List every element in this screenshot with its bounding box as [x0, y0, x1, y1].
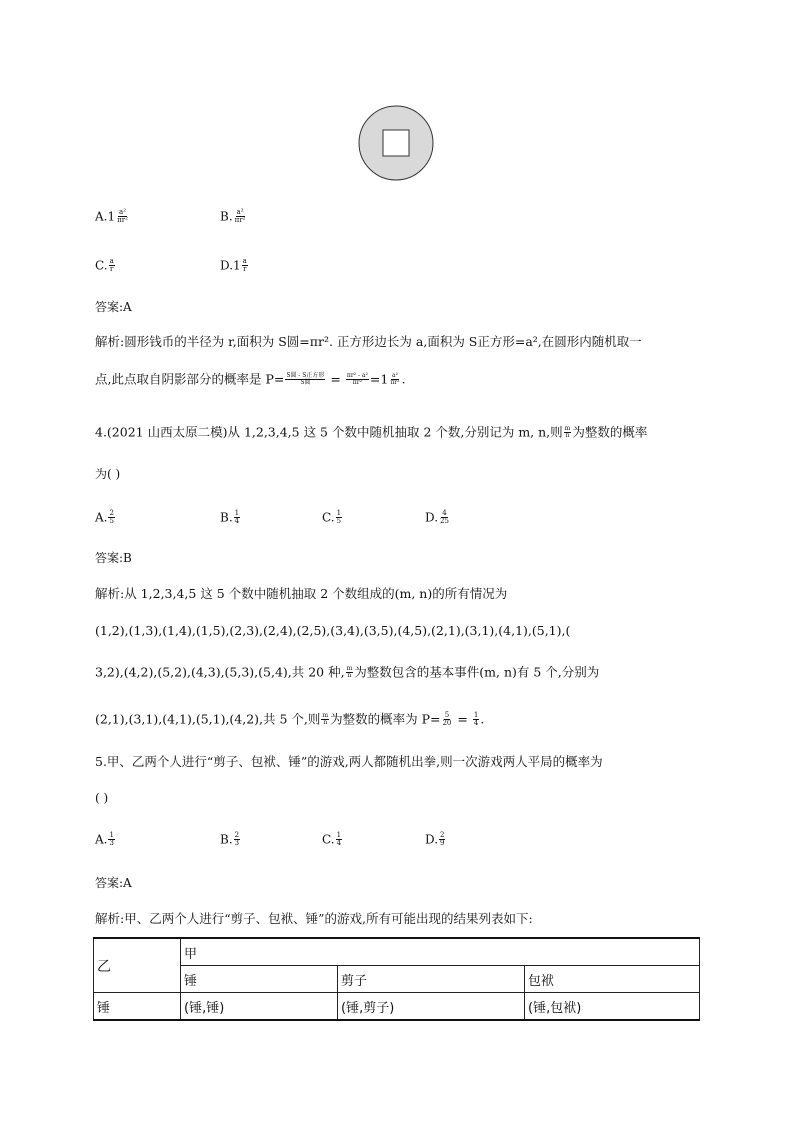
- q5-answer: 答案:A: [95, 876, 132, 890]
- q5-stem-line2: ( ): [95, 791, 109, 805]
- table-cell: (锤,包袱): [525, 993, 700, 1021]
- fraction: $\frac{2}{3}$: [234, 831, 240, 848]
- fraction: $\frac{m}{n}$: [564, 425, 571, 440]
- table-cell: (锤,剪子): [338, 993, 525, 1021]
- result-table: [93, 937, 700, 1021]
- q5-option-c: C. $\frac{1}{4}$: [322, 831, 342, 848]
- q4-stem-line2: 为( ): [95, 467, 121, 481]
- coin-figure: [357, 104, 437, 184]
- fraction: $\frac{\text{a²}}{\text{πr²}}$: [234, 208, 246, 225]
- q3-analysis-line1: 解析:圆形钱币的半径为 r,面积为 S圆=πr². 正方形边长为 a,面积为 S正方形=a²,在圆形内随机取一: [95, 334, 642, 349]
- q5-option-d: D. $\frac{2}{9}$: [425, 831, 445, 848]
- q3-option-a: A.1 $\frac{\text{a²}}{\text{πr²}}$: [95, 208, 128, 225]
- table-corner-cell: 乙: [94, 938, 181, 993]
- fraction: $\frac{\text{S圆 - S正方形}}{\text{S圆}}$: [286, 372, 325, 387]
- table-col-header: 锤: [181, 966, 338, 993]
- table-col-header: 包袱: [525, 966, 700, 993]
- q3-option-c: C. $\frac{a}{r}$: [95, 257, 114, 274]
- fraction: $\frac{1}{3}$: [109, 831, 114, 848]
- fraction: $\frac{1}{4}$: [234, 509, 240, 526]
- table-cell: (锤,锤): [181, 993, 338, 1021]
- q4-option-c: C. $\frac{1}{5}$: [322, 509, 342, 526]
- q5-option-a: A. $\frac{1}{3}$: [95, 831, 114, 848]
- q3-answer: 答案:A: [95, 300, 132, 314]
- fraction: $\frac{5}{20}$: [442, 711, 452, 728]
- q4-option-b: B. $\frac{1}{4}$: [220, 509, 240, 526]
- table-col-header: 剪子: [338, 966, 525, 993]
- q3-option-d: D.1 $\frac{a}{r}$: [220, 257, 247, 274]
- table-row: [94, 993, 700, 1021]
- q3-analysis-line2: 点,此点取自阴影部分的概率是 P= $\frac{\text{S圆 - S正方形}}{\text{S圆}}$ = $\frac{\text{πr² - a²}}{\text{πr²}}$ =1 $\frac{\text{a²}}{\text{πr²}}$ .: [95, 371, 406, 387]
- fraction: $\frac{4}{25}$: [440, 509, 449, 526]
- q4-option-a: A. $\frac{2}{5}$: [95, 509, 114, 526]
- fraction: $\frac{\text{a²}}{\text{πr²}}$: [117, 208, 128, 225]
- q4-option-d: D. $\frac{4}{25}$: [425, 509, 449, 526]
- table-row: [94, 938, 700, 966]
- fraction: $\frac{m}{n}$: [322, 712, 329, 727]
- q4-answer: 答案:B: [95, 551, 132, 565]
- q5-stem-line1: 5.甲、乙两个人进行“剪子、包袱、锤”的游戏,两人都随机出拳,则一次游戏两人平局的概率为: [95, 754, 603, 769]
- table-row-label: 锤: [94, 993, 181, 1021]
- q4-analysis-line4: (2,1),(3,1),(4,1),(5,1),(4,2),共 5 个,则 $\frac{m}{n}$ 为整数的概率为 P= $\frac{5}{20}$ = $\frac{1}{4}$ .: [95, 711, 485, 728]
- fraction: $\frac{a}{r}$: [242, 257, 247, 274]
- fraction: $\frac{m}{n}$: [346, 665, 353, 680]
- fraction: $\frac{1}{5}$: [336, 509, 342, 526]
- q5-analysis-line1: 解析:甲、乙两个人进行“剪子、包袱、锤”的游戏,所有可能出现的结果列表如下:: [95, 911, 533, 926]
- fraction: $\frac{\text{πr² - a²}}{\text{πr²}}$: [346, 372, 368, 387]
- q4-analysis-line2: (1,2),(1,3),(1,4),(1,5),(2,3),(2,4),(2,5),(3,4),(3,5),(4,5),(2,1),(3,1),(4,1),(5,1),(: [95, 623, 571, 638]
- q3-option-b: B. $\frac{\text{a²}}{\text{πr²}}$: [220, 208, 246, 225]
- fraction: $\frac{2}{9}$: [440, 831, 445, 848]
- q4-analysis-line3: 3,2),(4,2),(5,2),(4,3),(5,3),(5,4),共 20 种, $\frac{m}{n}$ 为整数包含的基本事件(m, n)有 5 个,分别为: [95, 664, 600, 680]
- fraction: $\frac{2}{5}$: [109, 509, 114, 526]
- q4-stem-line1: 4.(2021 山西太原二模)从 1,2,3,4,5 这 5 个数中随机抽取 2 个数,分别记为 m, n,则 $\frac{m}{n}$ 为整数的概率: [95, 424, 648, 440]
- coin-square-hole: [383, 130, 409, 156]
- fraction: $\frac{1}{4}$: [473, 711, 479, 728]
- q5-option-b: B. $\frac{2}{3}$: [220, 831, 240, 848]
- table-row: [94, 966, 700, 993]
- table-top-header: 甲: [181, 938, 700, 966]
- fraction: $\frac{\text{a²}}{\text{πr²}}$: [390, 372, 400, 387]
- fraction: $\frac{a}{r}$: [109, 257, 114, 274]
- fraction: $\frac{1}{4}$: [336, 831, 342, 848]
- q4-analysis-line1: 解析:从 1,2,3,4,5 这 5 个数中随机抽取 2 个数组成的(m, n)的所有情况为: [95, 586, 508, 601]
